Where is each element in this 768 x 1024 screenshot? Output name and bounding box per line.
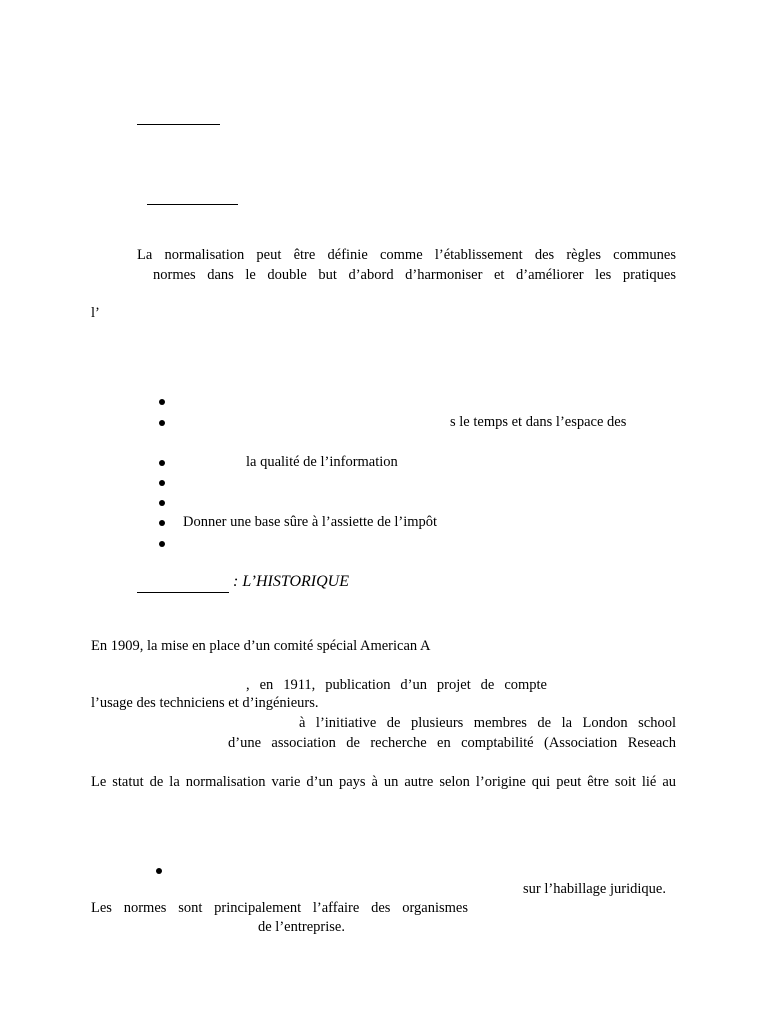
history-line-3b: d’une association de recherche en comptabilité (Association Reseach — [228, 735, 676, 751]
history-line-2b: l’usage des techniciens et d’ingénieurs. — [91, 695, 319, 711]
bullet-marker-4 — [159, 480, 165, 486]
history-line-4: Le statut de la normalisation varie d’un pays à un autre selon l’origine qui peut être soit lié au — [91, 774, 676, 790]
bullet-text-2: s le temps et dans l’espace des — [450, 414, 627, 430]
bullet-marker-3 — [159, 460, 165, 466]
closing-line-1: sur l’habillage juridique. — [523, 881, 666, 897]
bullet-marker-1 — [159, 399, 165, 405]
bullet-marker-5 — [159, 500, 165, 506]
bullet-marker-2 — [159, 420, 165, 426]
history-line-3a: à l’initiative de plusieurs membres de la London school — [299, 715, 676, 731]
bullet-marker-7 — [159, 541, 165, 547]
bullet-marker-8 — [156, 868, 162, 874]
bullet-marker-6 — [159, 520, 165, 526]
history-line-2a: , en 1911, publication d’un projet de compte — [246, 677, 547, 693]
section-heading: : L’HISTORIQUE — [233, 573, 349, 590]
closing-line-2: Les normes sont principalement l’affaire des organismes — [91, 900, 468, 916]
history-line-1: En 1909, la mise en place d’un comité spécial American A — [91, 638, 431, 654]
heading-underline-2 — [147, 204, 238, 205]
intro-line-3: l’ — [91, 305, 100, 321]
intro-line-2: normes dans le double but d’abord d’harmoniser et d’améliorer les pratiques — [153, 267, 676, 283]
bullet-text-3: la qualité de l’information — [246, 454, 398, 470]
intro-line-1: La normalisation peut être définie comme l’établissement des règles communes — [137, 247, 676, 263]
section-heading-underline — [137, 592, 229, 593]
bullet-text-6: Donner une base sûre à l’assiette de l’impôt — [183, 514, 438, 530]
heading-underline-1 — [137, 124, 220, 125]
closing-line-3: de l’entreprise. — [258, 919, 345, 935]
